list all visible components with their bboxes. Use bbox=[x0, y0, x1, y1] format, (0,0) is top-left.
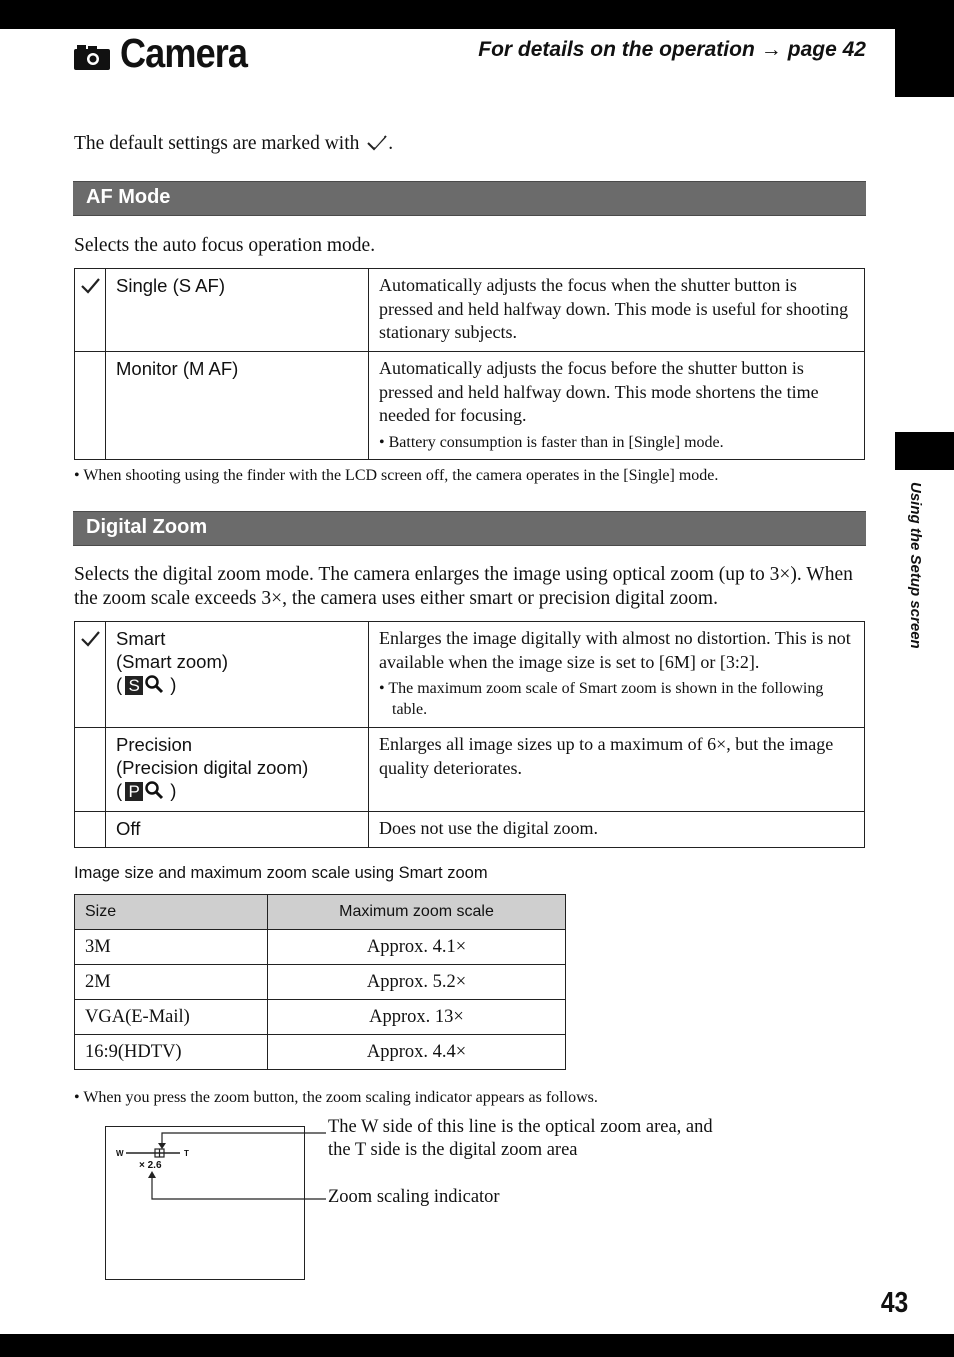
size-cell: 3M bbox=[75, 930, 268, 965]
details-page-link[interactable]: page 42 bbox=[787, 38, 866, 61]
option-name-cell bbox=[106, 622, 369, 728]
intro-period: . bbox=[388, 133, 394, 154]
af-mode-options-table bbox=[74, 268, 865, 460]
af-mode-description: Selects the auto focus operation mode. bbox=[74, 235, 376, 256]
camera-icon bbox=[74, 44, 110, 70]
page-number: 43 bbox=[880, 1287, 908, 1319]
zoom-indicator-note: • When you press the zoom button, the zoom scaling indicator appears as follows. bbox=[74, 1089, 598, 1106]
section-tab-marker bbox=[895, 432, 954, 470]
w-label: W bbox=[116, 1149, 124, 1158]
digital-zoom-description: Selects the digital zoom mode. The camera enlarges the image using optical zoom (up to 3×). When the zoom scale exceeds 3×, the camera uses either smart or precision digital zoom. bbox=[74, 564, 853, 609]
option-description-cell bbox=[369, 622, 865, 728]
t-label: T bbox=[184, 1149, 189, 1158]
table-header-row bbox=[75, 895, 566, 930]
digital-zoom-heading-bar bbox=[73, 511, 866, 546]
default-settings-note bbox=[74, 132, 393, 156]
option-row-single bbox=[75, 269, 865, 352]
option-description: Enlarges all image sizes up to a maximum of 6×, but the image quality deteriorates. bbox=[369, 728, 865, 812]
digital-zoom-heading: Digital Zoom bbox=[86, 516, 208, 538]
arrow-up-icon bbox=[148, 1171, 156, 1178]
option-description-cell bbox=[369, 352, 865, 460]
leader-line-optical-area bbox=[162, 1133, 326, 1145]
option-row-precision bbox=[75, 728, 865, 812]
option-name: Smart bbox=[116, 628, 166, 649]
option-row-monitor bbox=[75, 352, 865, 460]
default-marker-cell bbox=[75, 812, 106, 848]
details-reference bbox=[478, 38, 866, 62]
option-row-off bbox=[75, 812, 865, 848]
smart-zoom-icon-line: ( S ) bbox=[116, 674, 177, 695]
precision-zoom-letter-icon: P bbox=[125, 782, 143, 801]
option-description: Automatically adjusts the focus when the shutter button is pressed and held halfway down. This mode is useful for shooting stationary subjects. bbox=[369, 269, 865, 352]
arrow-icon: → bbox=[760, 38, 782, 61]
corner-tab bbox=[895, 29, 954, 97]
callout-zoom-line: The W side of this line is the optical zoom area, and the T side is the digital zoom area bbox=[328, 1117, 713, 1160]
table-row bbox=[75, 965, 566, 1000]
default-marker-cell bbox=[75, 622, 106, 728]
zoom-scale-value: × 2.6 bbox=[139, 1160, 162, 1171]
table-row bbox=[75, 1000, 566, 1035]
column-header-max-zoom: Maximum zoom scale bbox=[268, 895, 566, 930]
callout-zoom-indicator: Zoom scaling indicator bbox=[328, 1187, 500, 1207]
option-name: Single (S AF) bbox=[106, 269, 369, 352]
size-cell: 16:9(HDTV) bbox=[75, 1035, 268, 1070]
column-header-size: Size bbox=[75, 895, 268, 930]
option-name-cell bbox=[106, 728, 369, 812]
size-cell: VGA(E-Mail) bbox=[75, 1000, 268, 1035]
smart-zoom-letter-icon: S bbox=[125, 676, 143, 695]
default-marker-cell bbox=[75, 728, 106, 812]
option-name: Monitor (M AF) bbox=[106, 352, 369, 460]
size-cell: 2M bbox=[75, 965, 268, 1000]
table-row bbox=[75, 930, 566, 965]
details-text: For details on the operation bbox=[478, 38, 755, 61]
option-note: • Battery consumption is faster than in [Single] mode. bbox=[379, 433, 724, 451]
magnifier-icon bbox=[143, 780, 165, 800]
max-zoom-cell: Approx. 13× bbox=[268, 1000, 566, 1035]
option-name-detail: (Precision digital zoom) bbox=[116, 757, 309, 778]
smart-zoom-table-caption: Image size and maximum zoom scale using Smart zoom bbox=[74, 864, 488, 882]
section-side-label: Using the Setup screen bbox=[907, 482, 924, 649]
checkmark-icon bbox=[366, 134, 388, 152]
leader-line-indicator bbox=[152, 1176, 326, 1199]
option-name-detail: (Smart zoom) bbox=[116, 651, 229, 672]
smart-zoom-table bbox=[74, 894, 566, 1070]
option-name: Precision bbox=[116, 734, 193, 755]
af-mode-footnote: • When shooting using the finder with the LCD screen off, the camera operates in the [Single] mode. bbox=[74, 467, 719, 484]
zoom-indicator-diagram bbox=[100, 1120, 340, 1210]
option-description: Does not use the digital zoom. bbox=[369, 812, 865, 848]
af-mode-heading: AF Mode bbox=[86, 186, 171, 208]
max-zoom-cell: Approx. 4.1× bbox=[268, 930, 566, 965]
digital-zoom-options-table bbox=[74, 621, 865, 848]
intro-text: The default settings are marked with bbox=[74, 133, 360, 154]
default-checkmark-icon bbox=[81, 631, 100, 647]
magnifier-icon bbox=[143, 674, 165, 694]
af-mode-heading-bar bbox=[73, 181, 866, 216]
bottom-border-bar bbox=[0, 1334, 954, 1357]
default-checkmark-icon bbox=[81, 278, 100, 294]
option-note: • The maximum zoom scale of Smart zoom is shown in the following table. bbox=[379, 680, 824, 718]
option-name: Off bbox=[106, 812, 369, 848]
default-marker-cell bbox=[75, 352, 106, 460]
option-description: Automatically adjusts the focus before the shutter button is pressed and held halfway down. This mode shortens the time needed for focusing. bbox=[379, 358, 819, 425]
option-description: Enlarges the image digitally with almost no distortion. This is not available when the image size is set to [6M] or [3:2]. bbox=[379, 628, 851, 672]
precision-zoom-icon-line: ( P ) bbox=[116, 780, 177, 801]
max-zoom-cell: Approx. 4.4× bbox=[268, 1035, 566, 1070]
arrow-down-icon bbox=[158, 1143, 166, 1149]
default-marker-cell bbox=[75, 269, 106, 352]
page-title: Camera bbox=[120, 30, 248, 76]
table-row bbox=[75, 1035, 566, 1070]
max-zoom-cell: Approx. 5.2× bbox=[268, 965, 566, 1000]
top-border-bar bbox=[0, 0, 954, 29]
option-row-smart bbox=[75, 622, 865, 728]
